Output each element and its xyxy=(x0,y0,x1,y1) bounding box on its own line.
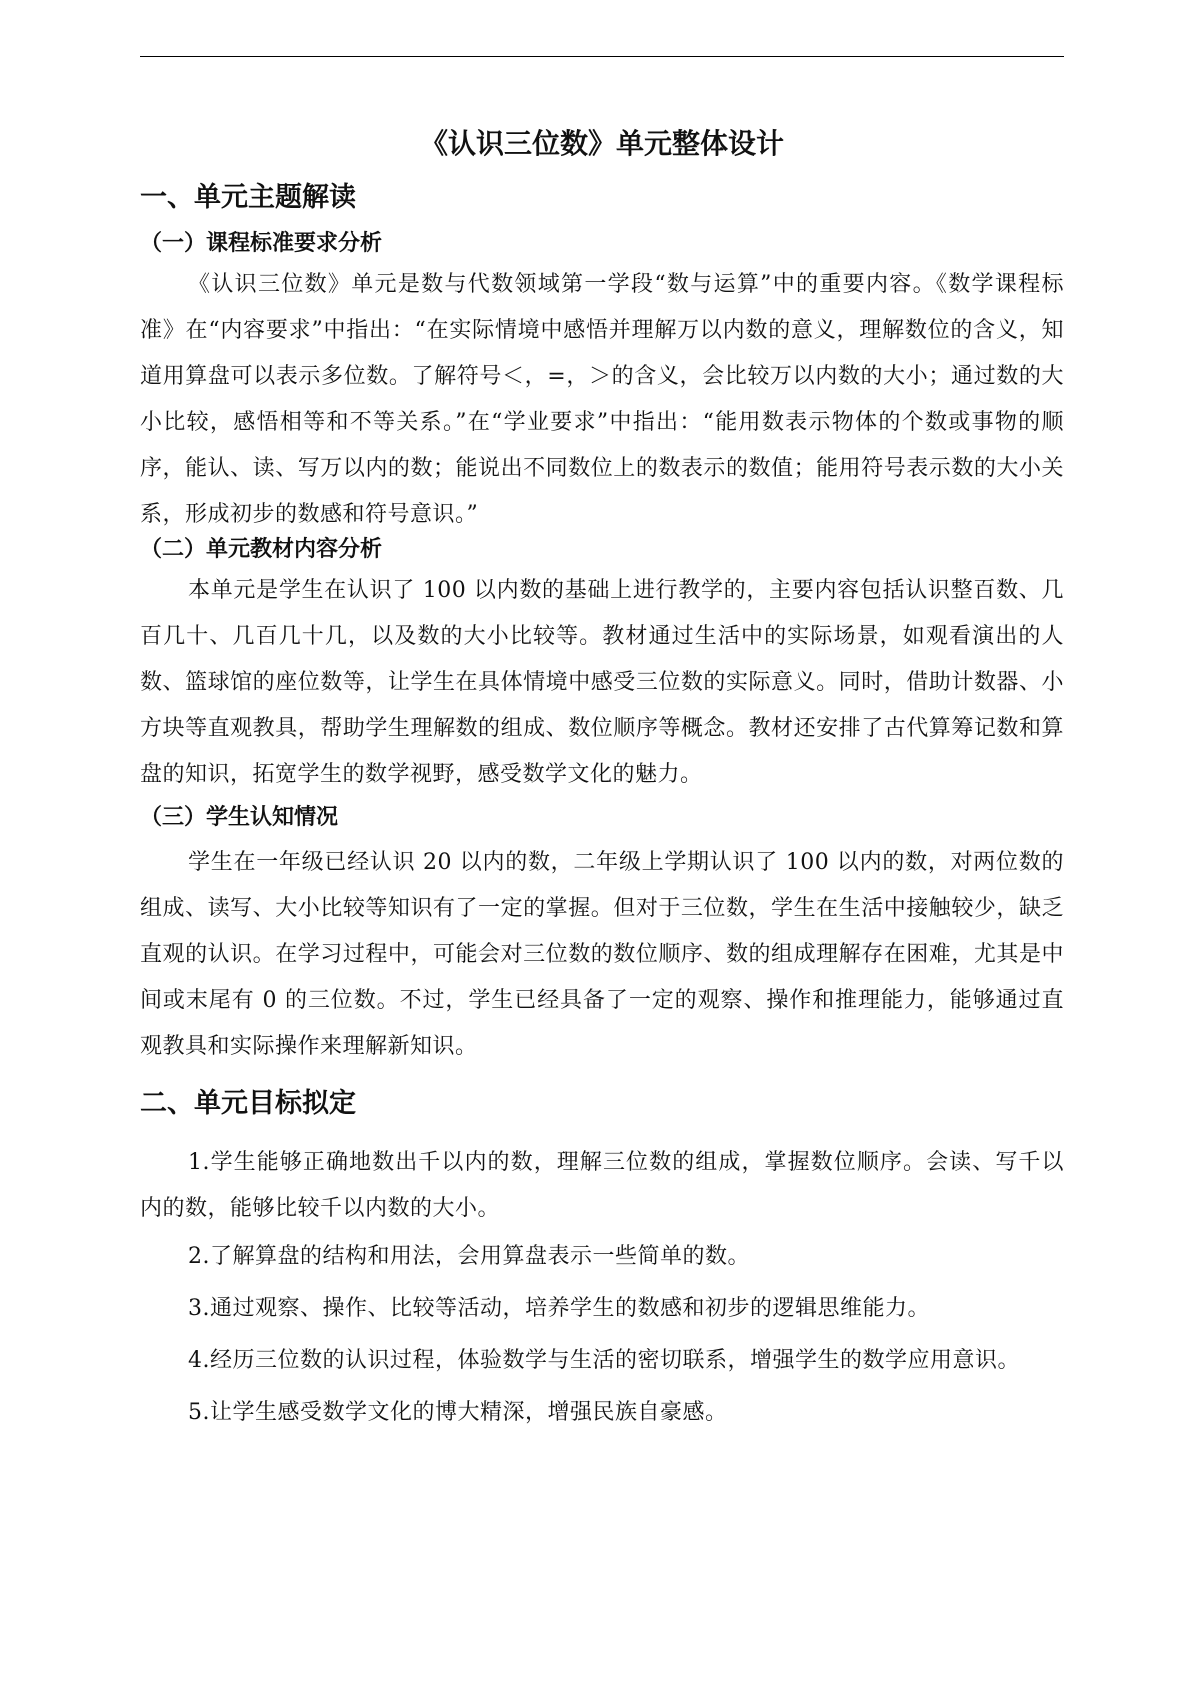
paragraph-curriculum-standard: 《认识三位数》单元是数与代数领域第一学段“数与运算”中的重要内容。《数学课程标准》在“内容要求”中指出：“在实际情境中感悟并理解万以内数的意义，理解数位的含义，知道用算盘可以表示多位数。了解符号＜，=，＞的含义，会比较万以内数的大小；通过数的大小比较，感悟相等和不等关系。”在“学业要求”中指出：“能用数表示物体的个数或事物的顺序，能认、读、写万以内的数；能说出不同数位上的数表示的数值；能用符号表示数的大小关系，形成初步的数感和符号意识。” xyxy=(140,272,1064,527)
goal-item: 4.经历三位数的认识过程，体验数学与生活的密切联系，增强学生的数学应用意识。 xyxy=(188,1348,1020,1373)
goal-item: 2.了解算盘的结构和用法，会用算盘表示一些简单的数。 xyxy=(188,1244,750,1269)
subsection-heading-1: （一）课程标准要求分析 xyxy=(140,231,383,256)
header-rule xyxy=(140,56,1064,57)
paragraph-student-cognition: 学生在一年级已经认识 20 以内的数，二年级上学期认识了 100 以内的数，对两位数的组成、读写、大小比较等知识有了一定的掌握。但对于三位数，学生在生活中接触较少，缺乏直观的认识。在学习过程中，可能会对三位数的数位顺序、数的组成理解存在困难，尤其是中间或末尾有 0 的三位数。不过，学生已经具备了一定的观察、操作和推理能力，能够通过直观教具和实际操作来理解新知识。 xyxy=(140,850,1064,1059)
subsection-heading-3: （三）学生认知情况 xyxy=(140,805,339,830)
goal-item: 5.让学生感受数学文化的博大精深，增强民族自豪感。 xyxy=(188,1400,728,1425)
subsection-heading-2: （二）单元教材内容分析 xyxy=(140,537,383,562)
page-title: 《认识三位数》单元整体设计 xyxy=(419,127,784,160)
section-heading-1: 一、单元主题解读 xyxy=(140,182,356,213)
goal-item: 1.学生能够正确地数出千以内的数，理解三位数的组成，掌握数位顺序。会读、写千以内的数，能够比较千以内数的大小。 xyxy=(140,1150,1064,1221)
paragraph-textbook-analysis: 本单元是学生在认识了 100 以内数的基础上进行教学的，主要内容包括认识整百数、几百几十、几百几十几，以及数的大小比较等。教材通过生活中的实际场景，如观看演出的人数、篮球馆的座位数等，让学生在具体情境中感受三位数的实际意义。同时，借助计数器、小方块等直观教具，帮助学生理解数的组成、数位顺序等概念。教材还安排了古代算筹记数和算盘的知识，拓宽学生的数学视野，感受数学文化的魅力。 xyxy=(140,578,1064,787)
section-heading-2: 二、单元目标拟定 xyxy=(140,1088,356,1119)
goal-item: 3.通过观察、操作、比较等活动，培养学生的数感和初步的逻辑思维能力。 xyxy=(188,1296,930,1321)
